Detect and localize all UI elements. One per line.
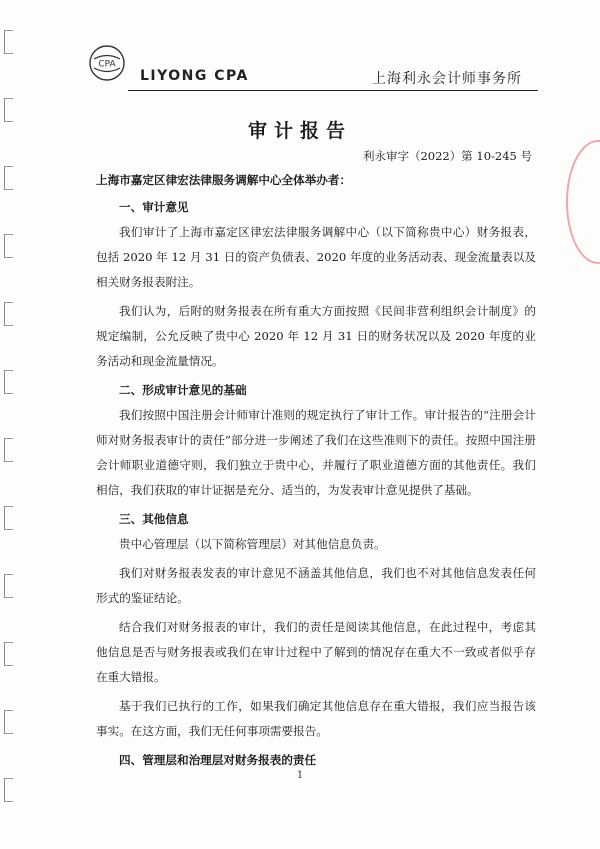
firm-name: 上海利永会计师事务所 (372, 71, 522, 87)
report-title: 审计报告 (247, 120, 352, 142)
red-seal-stamp (566, 140, 600, 264)
paragraph: 贵中心管理层（以下简称管理层）对其他信息负责。 (119, 537, 386, 551)
report-reference: 利永审字（2022）第 10-245 号 (362, 149, 532, 163)
section-heading: 四、管理层和治理层对财务报表的责任 (119, 753, 317, 767)
logo-text: CPA (98, 59, 116, 70)
section-heading: 二、形成审计意见的基础 (119, 383, 247, 397)
salutation: 上海市嘉定区律宏法律服务调解中心全体举办者： (96, 173, 352, 187)
section-heading: 三、其他信息 (119, 512, 189, 526)
paragraph: 我们审计了上海市嘉定区律宏法律服务调解中心（以下简称贵中心）财务报表，包括 2020 年 12 月 31 日的资产负债表、2020 年度的业务活动表、现金流量表以及相关财务报表附注。 (96, 225, 536, 289)
paragraph: 我们按照中国注册会计师审计准则的规定执行了审计工作。审计报告的“注册会计师对财务报表审计的责任”部分进一步阐述了我们在这些准则下的责任。按照中国注册会计师职业道德守则，我们独立于贵中心，并履行了职业道德方面的其他责任。我们相信，我们获取的审计证据是充分、适当的，为发表审计意见提供了基础。 (96, 408, 536, 497)
paragraph: 我们对财务报表发表的审计意见不涵盖其他信息，我们也不对其他信息发表任何形式的鉴证结论。 (96, 566, 536, 605)
firm-logo (88, 44, 126, 82)
paragraph: 结合我们对财务报表的审计，我们的责任是阅读其他信息，在此过程中，考虑其他信息是否与财务报表或我们在审计过程中了解到的情况存在重大不一致或者似乎存在重大错报。 (96, 620, 536, 684)
section-heading: 一、审计意见 (119, 200, 189, 214)
page-number: 1 (296, 770, 304, 781)
paragraph: 我们认为，后附的财务报表在所有重大方面按照《民间非营利组织会计制度》的规定编制，公允反映了贵中心 2020 年 12 月 31 日的财务状况以及 2020 年度的业务活动和现金流量情况。 (96, 304, 536, 368)
report-body (96, 166, 536, 773)
header-rule (128, 90, 538, 91)
brand-name: LIYONG CPA (140, 68, 249, 84)
paragraph: 基于我们已执行的工作，如果我们确定其他信息存在重大错报，我们应当报告该事实。在这方面，我们无任何事项需要报告。 (96, 699, 536, 738)
